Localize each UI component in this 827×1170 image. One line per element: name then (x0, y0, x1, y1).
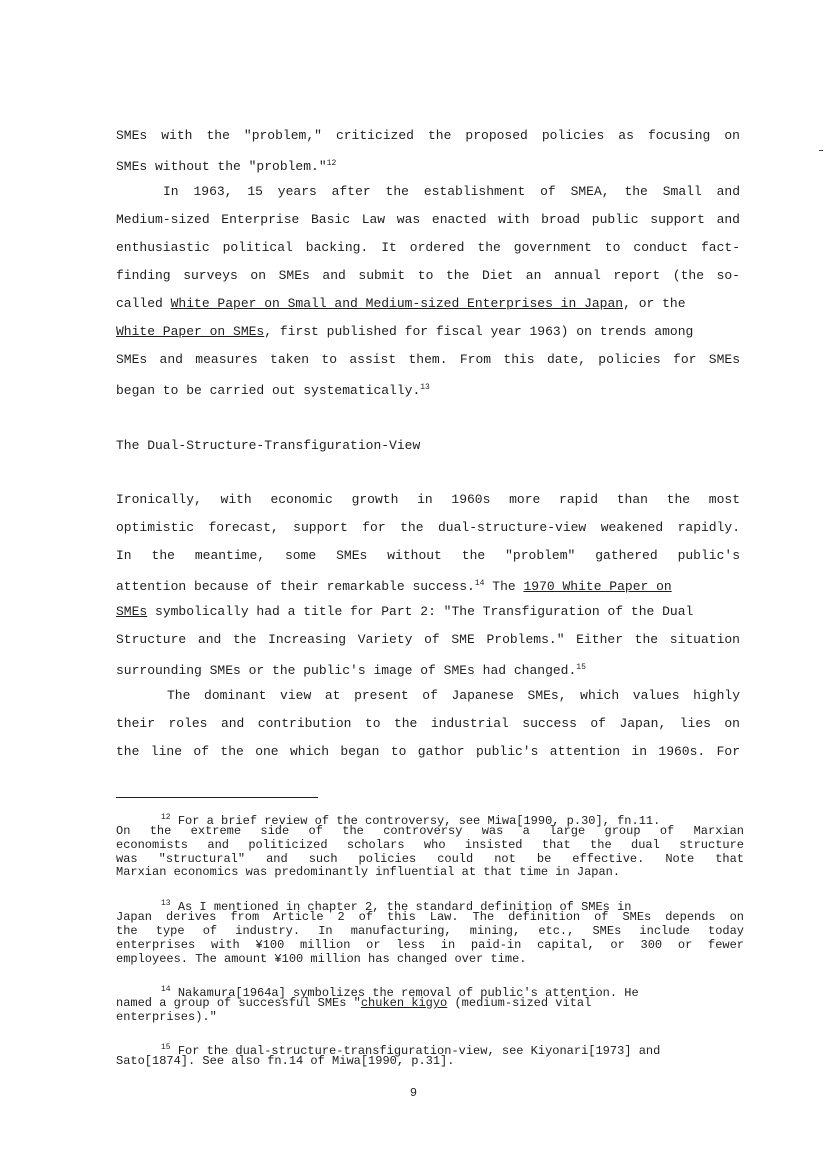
body-text: began to be carried out systematically. (116, 383, 421, 398)
body-line (116, 570, 740, 601)
body-text: The (484, 579, 524, 594)
footnote-separator (116, 797, 318, 798)
term-chuken-kigyo: chuken kigyo (360, 997, 448, 1010)
footnote-marker: 15 (161, 1043, 171, 1052)
body-text: symbolically had a title for Part 2: "The Transfiguration of the Dual (147, 604, 694, 619)
title-reference: 1970 White Paper on (523, 579, 672, 594)
footnote-line: Marxian economics was predominantly influential at that time in Japan. (116, 866, 621, 879)
body-line: finding surveys on SMEs and submit to the Diet an annual report (the so- (116, 268, 740, 283)
footnote-text: For a brief review of the controversy, see Miwa[1990, p.30], fn.11. (177, 814, 661, 828)
body-line: Medium-sized Enterprise Basic Law was enacted with broad public support and (116, 212, 740, 227)
body-line (116, 598, 740, 626)
body-text: attention because of their remarkable success. (116, 579, 475, 594)
body-text: , or the (623, 296, 686, 311)
body-line: their roles and contribution to the industrial success of Japan, lies on (116, 716, 740, 731)
footnote-marker: 12 (161, 813, 171, 822)
body-text: , first published for fiscal year 1963) on trends among (264, 324, 694, 339)
body-line: In 1963, 15 years after the establishment of SMEA, the Small and (163, 184, 740, 199)
footnote-line: enterprises)." (116, 1011, 217, 1024)
footnote-ref-15: 15 (576, 663, 586, 672)
body-line: The dominant view at present of Japanese SMEs, which values highly (167, 688, 740, 703)
section-heading: The Dual-Structure-Transfiguration-View (116, 438, 421, 453)
body-text: surrounding SMEs or the public's image of SMEs had changed. (116, 663, 577, 678)
title-reference: White Paper on SMEs (116, 324, 265, 339)
footnote-text: named a group of successful SMEs " (116, 997, 361, 1010)
body-line: the line of the one which began to gathor public's attention in 1960s. For (116, 744, 740, 759)
margin-mark (819, 150, 823, 151)
body-line (116, 290, 740, 318)
footnote-marker: 13 (161, 899, 171, 908)
footnote-line (116, 997, 744, 1011)
body-line: Structure and the Increasing Variety of SME Problems." Either the situation (116, 632, 740, 647)
body-line (116, 150, 740, 181)
body-text: SMEs without the "problem." (116, 159, 327, 174)
footnote-text: (medium-sized vital (447, 997, 592, 1010)
body-line (116, 318, 740, 346)
footnote-line: was "structural" and such policies could not be effective. Note that (116, 853, 744, 866)
body-line: In the meantime, some SMEs without the "problem" gathered public's (116, 548, 740, 563)
title-reference: White Paper on Small and Medium-sized Enterprises in Japan (170, 296, 624, 311)
footnote-text: As I mentioned in chapter 2, the standard definition of SMEs in (177, 900, 632, 914)
body-line (116, 654, 740, 685)
footnote-ref-13: 13 (420, 383, 430, 392)
footnote-ref-12: 12 (326, 159, 337, 168)
footnote-line: Sato[1874]. See also fn.14 of Miwa[1990, p.31]. (116, 1055, 455, 1068)
footnote-text: Nakamura[1964a] symbolizes the removal of public's attention. He (177, 986, 639, 1000)
body-line: Ironically, with economic growth in 1960s more rapid than the most (116, 492, 740, 507)
footnote-line: enterprises with ¥100 million or less in paid-in capital, or 300 or fewer (116, 939, 744, 952)
title-reference: SMEs (116, 604, 148, 619)
body-line: enthusiastic political backing. It ordered the government to conduct fact- (116, 240, 740, 255)
footnote-line: On the extreme side of the controversy was a large group of Marxian (116, 825, 744, 838)
footnote-marker: 14 (161, 985, 171, 994)
page-number: 9 (409, 1086, 418, 1100)
footnote-line: the type of industry. In manufacturing, mining, etc., SMEs include today (116, 925, 744, 938)
footnote-ref-14: 14 (474, 579, 485, 588)
footnote-line: Japan derives from Article 2 of this Law. The definition of SMEs depends on (116, 911, 744, 924)
body-line: SMEs and measures taken to assist them. From this date, policies for SMEs (116, 352, 740, 367)
footnote-line: economists and politicized scholars who insisted that the dual structure (116, 839, 744, 852)
footnote-text: For the dual-structure-transfiguration-view, see Kiyonari[1973] and (177, 1044, 661, 1058)
body-line: SMEs with the "problem," criticized the proposed policies as focusing on (116, 128, 740, 143)
body-line: optimistic forecast, support for the dual-structure-view weakened rapidly. (116, 520, 740, 535)
footnote-line: employees. The amount ¥100 million has changed over time. (116, 953, 527, 966)
body-line (116, 374, 740, 405)
body-text: called (116, 296, 171, 311)
